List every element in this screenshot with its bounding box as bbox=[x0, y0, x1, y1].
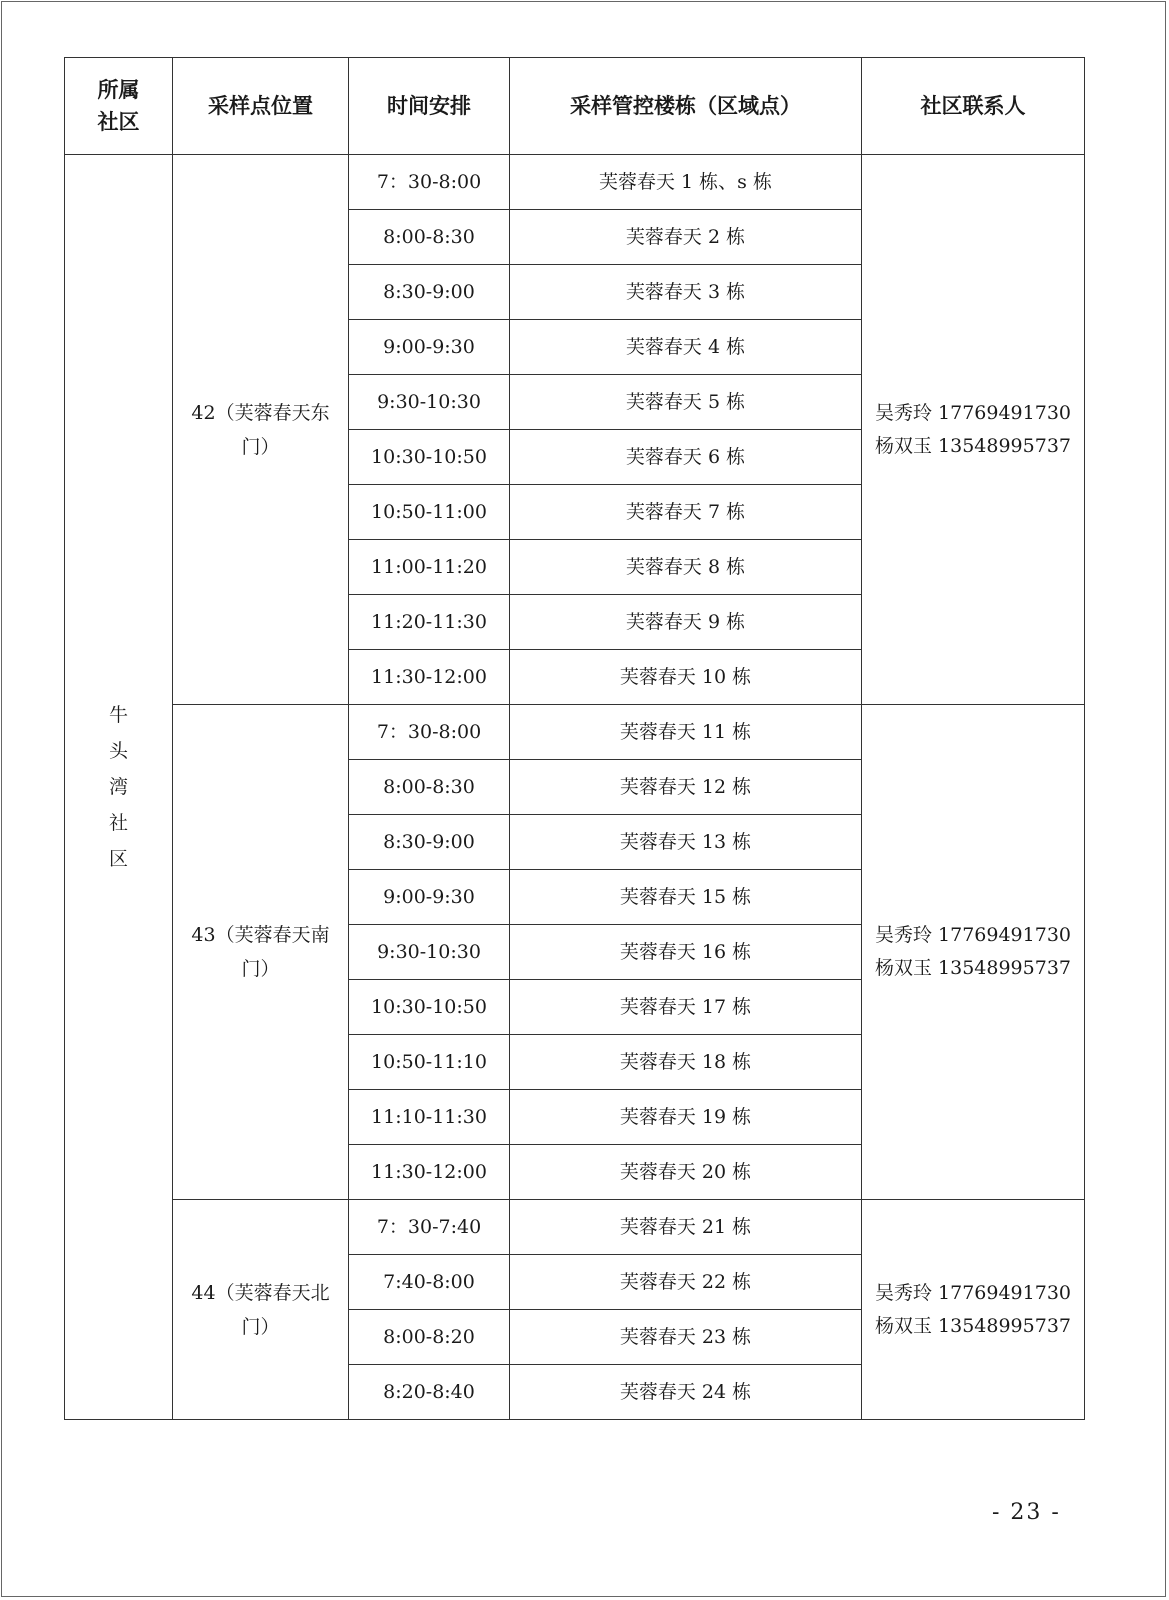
site-cell-43 bbox=[173, 705, 349, 1200]
building-cell: 芙蓉春天 18 栋 bbox=[510, 1035, 862, 1090]
time-cell: 11:20-11:30 bbox=[349, 595, 510, 650]
contact-line: 杨双玉 13548995737 bbox=[874, 434, 1071, 457]
contact-line: 杨双玉 13548995737 bbox=[874, 957, 1071, 979]
site-cell-42 bbox=[173, 155, 349, 705]
header-community-line1: 所属 bbox=[97, 78, 140, 102]
page-number: - 23 - bbox=[992, 1500, 1061, 1525]
time-cell: 9:00-9:30 bbox=[349, 320, 510, 375]
building-cell: 芙蓉春天 6 栋 bbox=[510, 430, 862, 485]
time-cell: 8:00-8:30 bbox=[349, 760, 510, 815]
time-cell: 10:50-11:00 bbox=[349, 485, 510, 540]
time-cell: 11:10-11:30 bbox=[349, 1090, 510, 1145]
table-row bbox=[65, 155, 1085, 210]
time-cell: 10:50-11:10 bbox=[349, 1035, 510, 1090]
building-cell: 芙蓉春天 20 栋 bbox=[510, 1145, 862, 1200]
header-contact: 社区联系人 bbox=[862, 58, 1085, 155]
time-cell: 11:00-11:20 bbox=[349, 540, 510, 595]
building-cell: 芙蓉春天 19 栋 bbox=[510, 1090, 862, 1145]
header-community-line2: 社区 bbox=[97, 110, 140, 134]
building-cell: 芙蓉春天 7 栋 bbox=[510, 485, 862, 540]
community-char: 头 bbox=[108, 740, 128, 762]
building-cell: 芙蓉春天 16 栋 bbox=[510, 925, 862, 980]
building-cell: 芙蓉春天 11 栋 bbox=[510, 705, 862, 760]
community-char: 社 bbox=[108, 812, 128, 834]
time-cell: 11:30-12:00 bbox=[349, 650, 510, 705]
time-cell: 11:30-12:00 bbox=[349, 1145, 510, 1200]
site-cell-44 bbox=[173, 1200, 349, 1420]
building-cell: 芙蓉春天 10 栋 bbox=[510, 650, 862, 705]
building-cell: 芙蓉春天 17 栋 bbox=[510, 980, 862, 1035]
table-row bbox=[65, 1200, 1085, 1255]
header-time: 时间安排 bbox=[349, 58, 510, 155]
contact-line: 杨双玉 13548995737 bbox=[874, 1314, 1071, 1337]
building-cell: 芙蓉春天 9 栋 bbox=[510, 595, 862, 650]
time-cell: 9:30-10:30 bbox=[349, 925, 510, 980]
building-cell: 芙蓉春天 13 栋 bbox=[510, 815, 862, 870]
time-cell: 8:00-8:30 bbox=[349, 210, 510, 265]
building-cell: 芙蓉春天 22 栋 bbox=[510, 1255, 862, 1310]
contact-line: 吴秀玲 17769491730 bbox=[874, 924, 1071, 946]
building-cell: 芙蓉春天 23 栋 bbox=[510, 1310, 862, 1365]
contact-cell-42 bbox=[862, 155, 1085, 705]
site-label: 42（芙蓉春天东门） bbox=[191, 401, 330, 458]
building-cell: 芙蓉春天 12 栋 bbox=[510, 760, 862, 815]
community-char: 牛 bbox=[108, 704, 128, 726]
site-label: 43（芙蓉春天南门） bbox=[191, 924, 330, 980]
time-cell: 10:30-10:50 bbox=[349, 430, 510, 485]
contact-cell-44 bbox=[862, 1200, 1085, 1420]
site-label: 44（芙蓉春天北门） bbox=[191, 1281, 330, 1338]
time-cell: 10:30-10:50 bbox=[349, 980, 510, 1035]
header-community bbox=[65, 58, 173, 155]
table-row bbox=[65, 705, 1085, 760]
header-row bbox=[65, 58, 1085, 155]
building-cell: 芙蓉春天 8 栋 bbox=[510, 540, 862, 595]
time-cell: 8:00-8:20 bbox=[349, 1310, 510, 1365]
header-buildings: 采样管控楼栋（区域点） bbox=[510, 58, 862, 155]
building-cell: 芙蓉春天 4 栋 bbox=[510, 320, 862, 375]
building-cell: 芙蓉春天 24 栋 bbox=[510, 1365, 862, 1420]
building-cell: 芙蓉春天 3 栋 bbox=[510, 265, 862, 320]
contact-cell-43 bbox=[862, 705, 1085, 1200]
time-cell: 9:30-10:30 bbox=[349, 375, 510, 430]
time-cell: 8:30-9:00 bbox=[349, 265, 510, 320]
building-cell: 芙蓉春天 15 栋 bbox=[510, 870, 862, 925]
time-cell: 7：30-8:00 bbox=[349, 705, 510, 760]
time-cell: 7：30-8:00 bbox=[349, 155, 510, 210]
time-cell: 9:00-9:30 bbox=[349, 870, 510, 925]
community-char: 湾 bbox=[108, 776, 128, 798]
time-cell: 8:20-8:40 bbox=[349, 1365, 510, 1420]
contact-line: 吴秀玲 17769491730 bbox=[874, 401, 1071, 424]
time-cell: 8:30-9:00 bbox=[349, 815, 510, 870]
time-cell: 7:40-8:00 bbox=[349, 1255, 510, 1310]
building-cell: 芙蓉春天 1 栋、s 栋 bbox=[510, 155, 862, 210]
community-char: 区 bbox=[108, 848, 128, 870]
sampling-schedule-table bbox=[64, 57, 1085, 1420]
building-cell: 芙蓉春天 21 栋 bbox=[510, 1200, 862, 1255]
header-site: 采样点位置 bbox=[173, 58, 349, 155]
time-cell: 7：30-7:40 bbox=[349, 1200, 510, 1255]
building-cell: 芙蓉春天 2 栋 bbox=[510, 210, 862, 265]
building-cell: 芙蓉春天 5 栋 bbox=[510, 375, 862, 430]
contact-line: 吴秀玲 17769491730 bbox=[874, 1281, 1071, 1304]
community-cell bbox=[65, 155, 173, 1420]
